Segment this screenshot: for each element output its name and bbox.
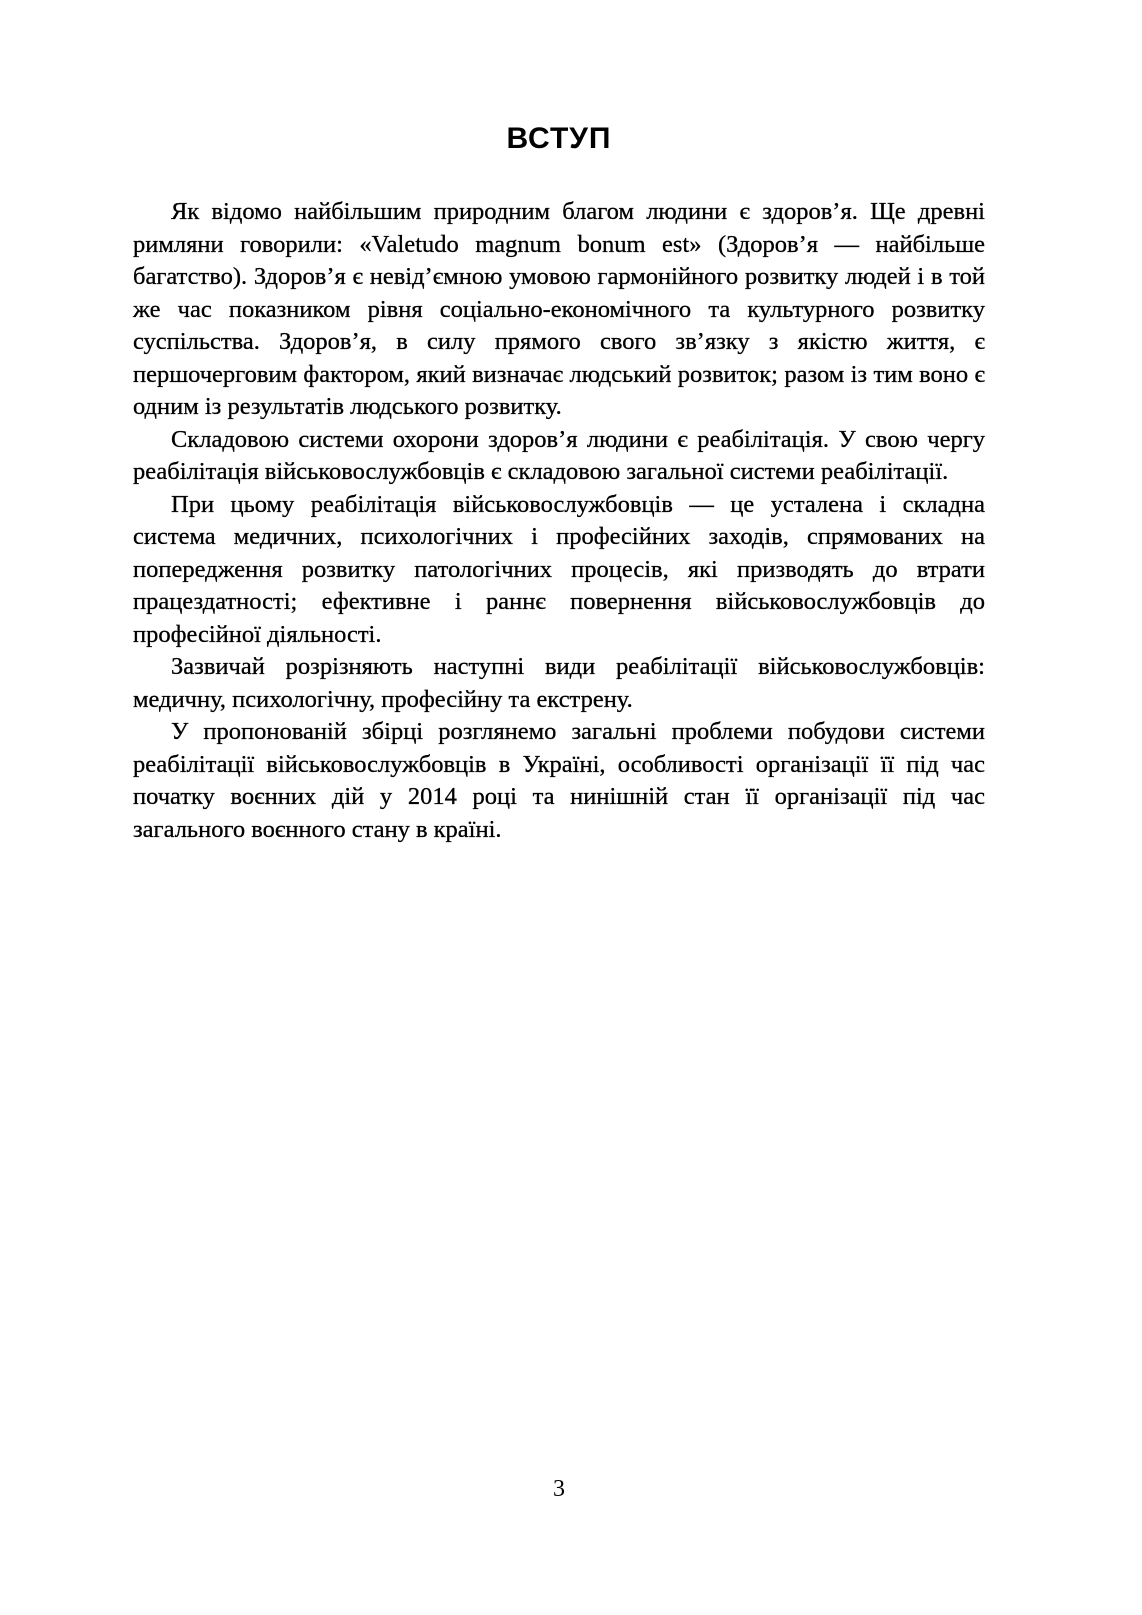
page-title: ВСТУП (506, 122, 612, 155)
paragraph-5: У пропонованій збірці розглянемо загальні проблеми побудови системи реабілітації військовослужбовців в Україні, особливості організації її під час початку воєнних дій у 2014 році та нинішній стан її організації під час загального воєнного стану в країні. (133, 718, 985, 843)
paragraph-1: Як відомо найбільшим природним благом людини є здоров’я. Ще древні римляни говорили: «Valetudo magnum bonum est» (Здоров’я — найбільше багатство). Здоров’я є невід’ємною умовою гармонійного розвитку людей і в той же час показником рівня соціально-економічного та культурного розвитку суспільства. Здоров’я, в силу прямого свого зв’язку з якістю життя, є першочерговим фактором, який визначає людський розвиток; разом із тим воно є одним із результатів людського розвитку. (133, 198, 985, 420)
document-body (133, 196, 985, 846)
paragraph-2: Складовою системи охорони здоров’я людини є реабілітація. У свою чергу реабілітація військовослужбовців є складовою загальної системи реабілітації. (133, 425, 985, 485)
paragraph-3: При цьому реабілітація військовослужбовців — це усталена і складна система медичних, психологічних і професійних заходів, спрямованих на попередження розвитку патологічних процесів, які призводять до втрати працездатності; ефективне і раннє повернення військовослужбовців до професійної діяльності. (133, 490, 985, 648)
page-number: 3 (553, 1476, 565, 1502)
paragraph-4: Зазвичай розрізняють наступні види реабілітації військовослужбовців: медичну, психологічну, професійну та екстрену. (133, 653, 985, 713)
